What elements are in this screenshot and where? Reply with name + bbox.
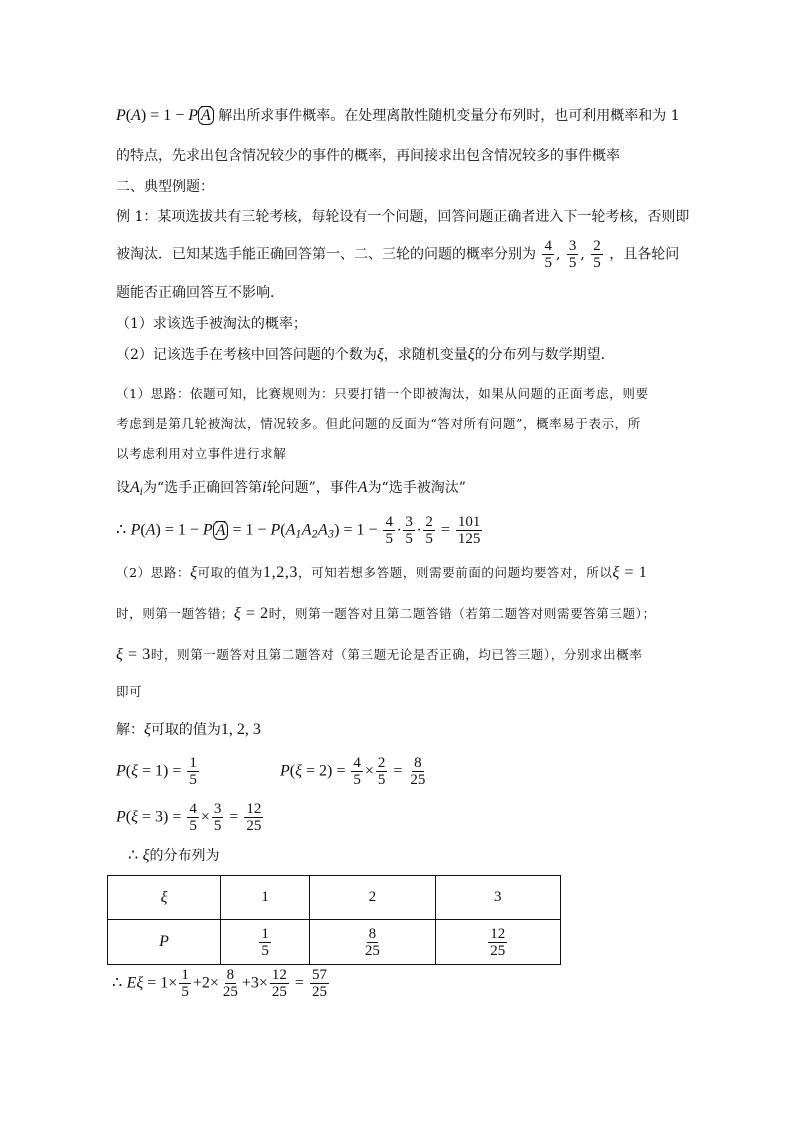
table-p-1: $\frac{1}{5}$ xyxy=(221,920,310,965)
prob-xi-2: P(ξ = 2) = $\frac{4}{5}$ × $\frac{2}{5}$ = $\frac{8}{25}$ xyxy=(280,755,426,788)
table-p-2: $\frac{8}{25}$ xyxy=(310,920,435,965)
prob-xi-1: P(ξ = 1) = $\frac{1}{5}$ xyxy=(116,755,197,788)
idea1-line-2: 考虑到是第几轮被淘汰，情况较多。但此问题的反面为“答对所有问题”，概率易于表示，所 xyxy=(116,416,641,431)
paragraph-text-1: 解出所求事件概率。在处理离散性随机变量分布列时，也可利用概率和为 1 xyxy=(218,108,680,124)
example-line-2: 被淘汰．已知某选手能正确回答第一、二、三轮的问题的概率分别为 $\frac{4}{5}$ , $\frac{3}{5}$ , $\frac{2}{5}$ ，且各轮问 xyxy=(116,238,680,271)
distribution-table xyxy=(107,875,561,965)
question-1: （1）求该选手被淘汰的概率； xyxy=(116,316,307,332)
table-x-2: 2 xyxy=(310,876,435,920)
complement-formula-line: P(A) = 1 − P $\overline{A}$ 解出所求事件概率。在处理离散性随机变量分布列时，也可利用概率和为 1 xyxy=(116,107,680,124)
idea1-line-1: （1）思路：依题可知，比赛规则为：只要打错一个即被淘汰，如果从问题的正面考虑，则要 xyxy=(116,386,649,401)
fraction-4-5: $\frac{4}{5}$ xyxy=(544,238,552,271)
distribution-label: ∴ ξ的分布列为 xyxy=(128,847,220,864)
example-line-1: 例 1：某项选拔共有三轮考核，每轮设有一个问题，回答问题正确者进入下一轮考核，否则即 xyxy=(116,209,690,225)
table-header-p: P xyxy=(108,920,221,965)
idea2-line-2: 时，则第一题答错；ξ = 2时，则第一题答对且第二题答错（若第二题答对则需要答第三题）； xyxy=(116,605,656,622)
result-fraction: $\frac{101}{125}$ xyxy=(457,514,481,547)
probability-eliminated-equation: ∴ P(A) = 1 − P $\overline{A} = 1 - P(A_1A_2A_3) = 1$ − $\frac{4}{5}$ · $\frac{3}{5}$ · $\frac{2}{5}$ = $\frac{101}{125}$ xyxy=(116,514,481,547)
question-2: （2）记该选手在考核中回答问题的个数为ξ，求随机变量ξ的分布列与数学期望． xyxy=(116,346,615,363)
event-definition: 设$A_i$为“选手正确回答第i轮问题”，事件A为“选手被淘汰” xyxy=(116,479,466,498)
table-x-3: 3 xyxy=(435,876,560,920)
expectation-equation: ∴ Eξ = 1× $\frac{1}{5}$ +2× $\frac{8}{25}$ +3× $\frac{12}{25}$ = $\frac{57}{25}$ xyxy=(112,967,327,1000)
idea2-line-1: （2）思路：ξ可取的值为1,2,3，可知若想多答题，则需要前面的问题均要答对，所以ξ = 1 xyxy=(116,564,648,581)
expectation-result: $\frac{57}{25}$ xyxy=(311,967,327,1000)
fraction-2-5: $\frac{2}{5}$ xyxy=(593,238,601,271)
prob-xi-3: P(ξ = 3) = $\frac{4}{5}$ × $\frac{3}{5}$ = $\frac{12}{25}$ xyxy=(116,801,262,834)
table-x-1: 1 xyxy=(221,876,310,920)
table-p-3: $\frac{12}{25}$ xyxy=(435,920,560,965)
idea2-line-4: 即可 xyxy=(116,684,143,699)
idea1-line-3: 以考虑利用对立事件进行求解 xyxy=(116,446,287,461)
section-heading: 二、典型例题： xyxy=(116,179,214,195)
fraction-3-5: $\frac{3}{5}$ xyxy=(568,238,577,271)
solution-intro: 解：ξ可取的值为1, 2, 3 xyxy=(116,721,261,738)
paragraph-text-2: 的特点，先求出包含情况较少的事件的概率，再间接求出包含情况较多的事件概率 xyxy=(116,148,620,164)
table-header-var: ξ xyxy=(108,876,221,920)
example-line-3: 题能否正确回答互不影响． xyxy=(116,285,284,301)
idea2-line-3: ξ = 3时，则第一题答对且第二题答对（第三题无论是否正确，均已答三题），分别求出概率 xyxy=(116,646,643,663)
